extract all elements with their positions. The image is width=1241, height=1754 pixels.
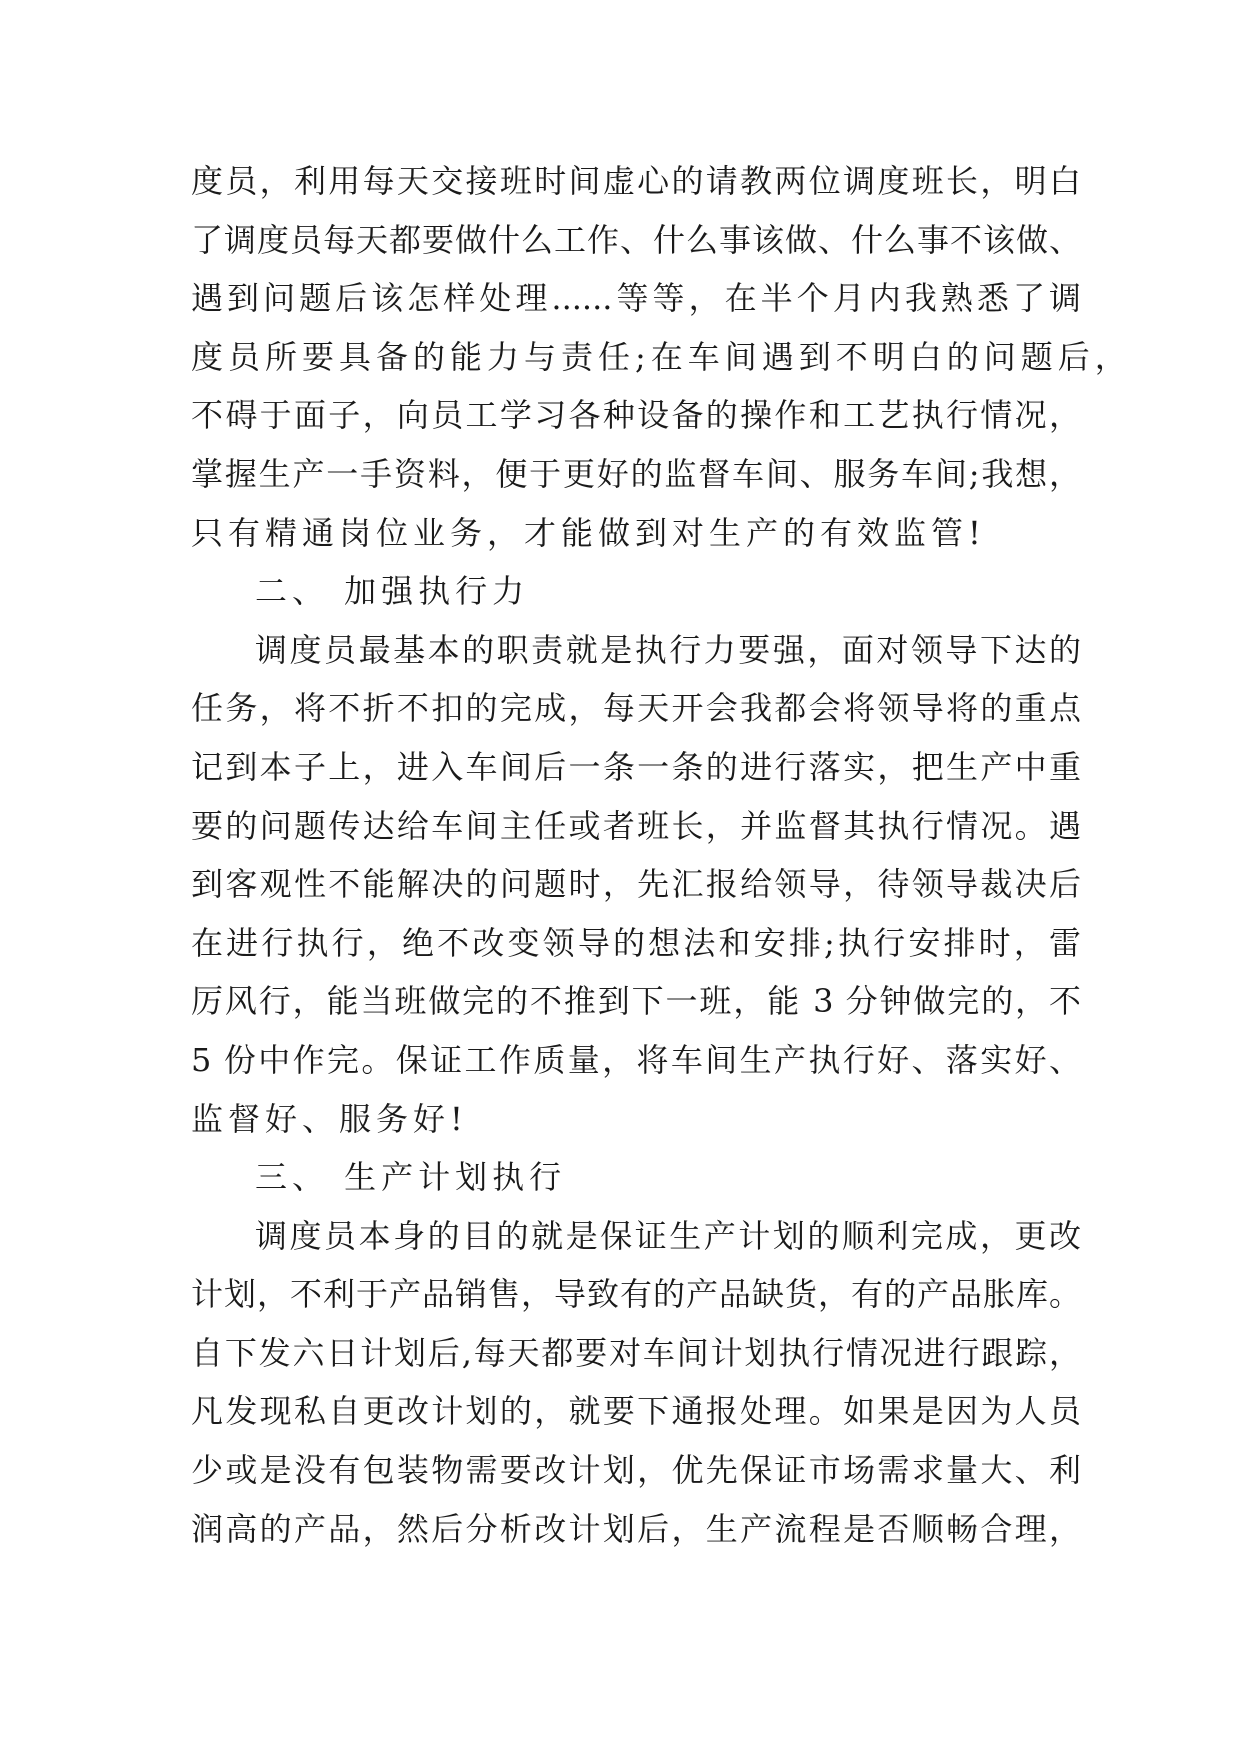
body-line-17: 监督好、服务好! <box>191 1099 468 1138</box>
body-line-12: 要的问题传达给车间主任或者班长，并监督其执行情况。遇 <box>191 806 1081 845</box>
body-line-19: 调度员本身的目的就是保证生产计划的顺利完成，更改 <box>255 1216 1081 1255</box>
body-line-4: 度员所要具备的能力与责任;在车间遇到不明白的问题后， <box>191 337 1132 376</box>
body-line-7: 只有精通岗位业务，才能做到对生产的有效监管! <box>191 513 986 552</box>
body-line-21: 自下发六日计划后,每天都要对车间计划执行情况进行跟踪， <box>191 1333 1081 1372</box>
body-line-6: 掌握生产一手资料，便于更好的监督车间、服务车间;我想， <box>191 454 1081 493</box>
body-line-10: 任务，将不折不扣的完成，每天开会我都会将领导将的重点 <box>191 689 1081 728</box>
body-line-16: 5 份中作完。保证工作质量，将车间生产执行好、落实好、 <box>191 1040 1081 1079</box>
body-line-2: 了调度员每天都要做什么工作、什么事该做、什么事不该做、 <box>191 220 1081 259</box>
body-line-1: 度员，利用每天交接班时间虚心的请教两位调度班长，明白 <box>191 162 1081 200</box>
document-body <box>191 152 1132 1558</box>
body-line-15: 厉风行，能当班做完的不推到下一班，能 3 分钟做完的，不 <box>191 982 1081 1021</box>
body-line-14: 在进行执行，绝不改变领导的想法和安排;执行安排时，雷 <box>191 923 1081 962</box>
section-heading-3: 三、 生产计划执行 <box>255 1158 567 1197</box>
body-line-3: 遇到问题后该怎样处理......等等，在半个月内我熟悉了调 <box>191 279 1081 318</box>
body-line-23: 少或是没有包装物需要改计划，优先保证市场需求量大、利 <box>191 1451 1081 1490</box>
body-line-20: 计划，不利于产品销售，导致有的产品缺货，有的产品胀库。 <box>191 1275 1081 1314</box>
body-line-24: 润高的产品，然后分析改计划后，生产流程是否顺畅合理， <box>191 1509 1081 1548</box>
body-line-22: 凡发现私自更改计划的，就要下通报处理。如果是因为人员 <box>191 1392 1081 1431</box>
body-line-5: 不碍于面子，向员工学习各种设备的操作和工艺执行情况， <box>191 396 1081 435</box>
section-heading-2: 二、 加强执行力 <box>255 572 530 611</box>
body-line-11: 记到本子上，进入车间后一条一条的进行落实，把生产中重 <box>191 747 1081 786</box>
body-line-13: 到客观性不能解决的问题时，先汇报给领导，待领导裁决后 <box>191 865 1081 904</box>
body-line-9: 调度员最基本的职责就是执行力要强，面对领导下达的 <box>255 630 1081 669</box>
